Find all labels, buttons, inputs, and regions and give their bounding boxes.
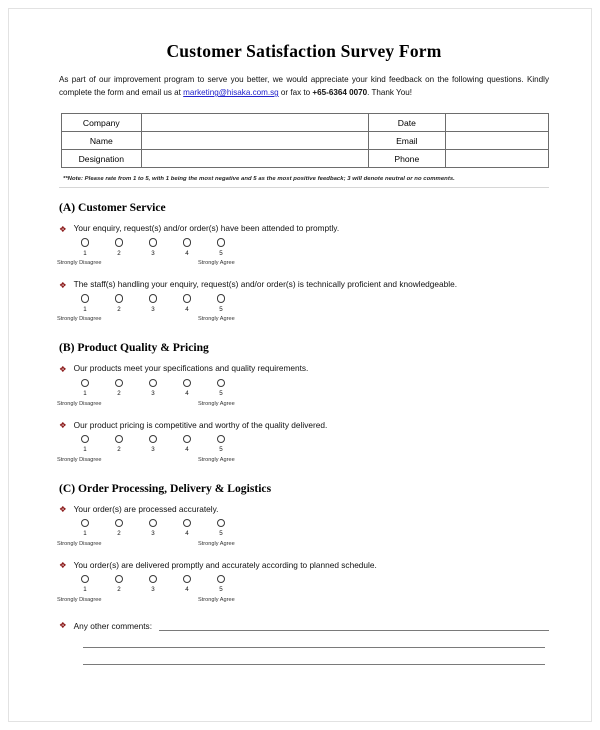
rating-option[interactable] — [140, 294, 166, 313]
survey-question — [59, 560, 549, 609]
contact-fax-number: +65-6364 0070 — [312, 88, 368, 98]
comments-first-row — [59, 620, 549, 631]
info-field-right[interactable] — [445, 114, 548, 132]
rating-option-number: 2 — [117, 586, 121, 594]
contact-email-link[interactable]: marketing@hisaka.com.sg — [183, 88, 279, 98]
survey-question — [59, 363, 549, 412]
rating-option-number: 2 — [117, 390, 121, 398]
rating-option[interactable] — [72, 379, 98, 398]
radio-circle-icon[interactable] — [149, 519, 158, 528]
radio-circle-icon[interactable] — [81, 238, 90, 247]
radio-circle-icon[interactable] — [183, 519, 192, 528]
comment-extra-lines — [59, 647, 549, 665]
info-field-right[interactable] — [445, 150, 548, 168]
section-heading: (B) Product Quality & Pricing — [59, 341, 209, 355]
radio-circle-icon[interactable] — [81, 575, 90, 584]
rating-option-number: 3 — [151, 530, 155, 538]
rating-option-number: 2 — [117, 446, 121, 454]
survey-question — [59, 420, 549, 469]
diamond-bullet-icon: ❖ — [59, 504, 67, 515]
rating-option-number: 1 — [83, 249, 87, 257]
rating-option[interactable] — [208, 575, 234, 594]
comments-label: Any other comments: — [73, 621, 153, 632]
rating-option-number: 3 — [151, 446, 155, 454]
scale-anchor-high: Strongly Agree — [198, 260, 235, 267]
rating-option-number: 2 — [117, 249, 121, 257]
scale-anchor-low: Strongly Disagree — [57, 540, 102, 547]
rating-option[interactable] — [106, 379, 132, 398]
radio-circle-icon[interactable] — [149, 379, 158, 388]
survey-question — [59, 279, 549, 328]
divider — [59, 187, 549, 188]
question-text: The staff(s) handling your enquiry, request(s) and/or order(s) is technically proficient and knowledgeable. — [73, 279, 458, 290]
rating-note: **Note: Please rate from 1 to 5, with 1 being the most negative and 5 as the most positive feedback; 3 will denote neutral or no comments. — [63, 176, 455, 183]
question-row — [59, 279, 549, 290]
diamond-bullet-icon: ❖ — [59, 223, 67, 234]
rating-option[interactable] — [106, 435, 132, 454]
rating-option[interactable] — [72, 238, 98, 257]
radio-circle-icon[interactable] — [149, 575, 158, 584]
rating-option[interactable] — [174, 575, 200, 594]
question-text: Our products meet your specifications and quality requirements. — [73, 363, 309, 374]
comment-line[interactable] — [83, 647, 545, 648]
info-field-left[interactable] — [141, 150, 368, 168]
radio-circle-icon[interactable] — [217, 238, 226, 247]
info-label-left: Company — [62, 114, 142, 132]
rating-option-number: 1 — [83, 586, 87, 594]
section-heading: (C) Order Processing, Delivery & Logistics — [59, 481, 272, 495]
question-row — [59, 504, 549, 515]
radio-circle-icon[interactable] — [183, 435, 192, 444]
question-row — [59, 420, 549, 431]
section-heading: (A) Customer Service — [59, 201, 166, 215]
rating-option-number: 1 — [83, 390, 87, 398]
radio-circle-icon[interactable] — [183, 379, 192, 388]
rating-option[interactable] — [72, 519, 98, 538]
info-field-left[interactable] — [141, 114, 368, 132]
comments-section — [59, 620, 549, 665]
radio-circle-icon[interactable] — [81, 519, 90, 528]
scale-anchor-low: Strongly Disagree — [57, 596, 102, 603]
rating-option[interactable] — [208, 379, 234, 398]
scale-anchor-low: Strongly Disagree — [57, 260, 102, 267]
comment-line[interactable] — [159, 622, 549, 631]
rating-option[interactable] — [174, 519, 200, 538]
rating-option[interactable] — [174, 435, 200, 454]
rating-option-number: 5 — [219, 305, 223, 313]
rating-option[interactable] — [174, 294, 200, 313]
radio-circle-icon[interactable] — [115, 379, 124, 388]
question-text: You order(s) are delivered promptly and accurately according to planned schedule. — [73, 559, 377, 570]
rating-option-number: 2 — [117, 530, 121, 538]
rating-option-number: 4 — [185, 249, 189, 257]
rating-option[interactable] — [72, 575, 98, 594]
survey-question — [59, 223, 549, 272]
table-row — [62, 150, 549, 168]
rating-option-number: 4 — [185, 586, 189, 594]
rating-option[interactable] — [208, 294, 234, 313]
form-page — [8, 8, 592, 722]
survey-question — [59, 504, 549, 553]
radio-circle-icon[interactable] — [149, 294, 158, 303]
rating-option[interactable] — [72, 435, 98, 454]
rating-scale — [57, 519, 285, 553]
scale-anchor-low: Strongly Disagree — [57, 400, 102, 407]
scale-anchor-high: Strongly Agree — [198, 400, 235, 407]
rating-option[interactable] — [106, 294, 132, 313]
rating-option-number: 4 — [185, 530, 189, 538]
question-row — [59, 560, 549, 571]
rating-option-number: 3 — [151, 249, 155, 257]
question-text: Your order(s) are processed accurately. — [73, 503, 219, 514]
scale-anchor-high: Strongly Agree — [198, 596, 235, 603]
rating-option[interactable] — [72, 294, 98, 313]
info-label-right: Email — [368, 132, 445, 150]
radio-circle-icon[interactable] — [183, 238, 192, 247]
intro-text-part1: As part of our improvement program to serve you better, we would appreciate your kind feedback on the following questions. Kindly complete the form and email us at — [59, 75, 549, 98]
question-row — [59, 363, 549, 374]
rating-option-number: 3 — [151, 586, 155, 594]
form-body — [9, 9, 591, 665]
radio-circle-icon[interactable] — [183, 575, 192, 584]
rating-option-number: 3 — [151, 390, 155, 398]
rating-option-number: 1 — [83, 446, 87, 454]
rating-option[interactable] — [106, 238, 132, 257]
rating-option-number: 4 — [185, 446, 189, 454]
rating-option[interactable] — [140, 238, 166, 257]
page-title: Customer Satisfaction Survey Form — [166, 41, 442, 61]
rating-option[interactable] — [208, 519, 234, 538]
radio-circle-icon[interactable] — [183, 294, 192, 303]
scale-anchor-low: Strongly Disagree — [57, 316, 102, 323]
radio-circle-icon[interactable] — [81, 435, 90, 444]
table-row — [62, 114, 549, 132]
radio-circle-icon[interactable] — [217, 435, 226, 444]
radio-circle-icon[interactable] — [217, 575, 226, 584]
rating-option-number: 1 — [83, 305, 87, 313]
table-row — [62, 132, 549, 150]
scale-anchor-high: Strongly Agree — [198, 456, 235, 463]
rating-option-number: 4 — [185, 305, 189, 313]
rating-scale — [57, 294, 285, 328]
scale-anchor-high: Strongly Agree — [198, 316, 235, 323]
diamond-bullet-icon: ❖ — [59, 279, 67, 290]
rating-option[interactable] — [208, 435, 234, 454]
rating-option-number: 2 — [117, 305, 121, 313]
diamond-bullet-icon: ❖ — [59, 560, 67, 571]
respondent-info-table — [61, 113, 549, 168]
rating-option-number: 5 — [219, 390, 223, 398]
radio-circle-icon[interactable] — [115, 575, 124, 584]
rating-scale — [57, 379, 285, 413]
radio-circle-icon[interactable] — [115, 294, 124, 303]
rating-option-number: 5 — [219, 249, 223, 257]
info-label-left: Name — [62, 132, 142, 150]
rating-option[interactable] — [140, 519, 166, 538]
radio-circle-icon[interactable] — [217, 519, 226, 528]
info-field-right[interactable] — [445, 132, 548, 150]
info-label-right: Date — [368, 114, 445, 132]
intro-text-part2: or fax to — [278, 88, 313, 98]
radio-circle-icon[interactable] — [217, 379, 226, 388]
intro-paragraph — [59, 73, 549, 99]
question-text: Your enquiry, request(s) and/or order(s) have been attended to promptly. — [73, 223, 340, 234]
rating-scale — [57, 435, 285, 469]
survey-section — [59, 201, 549, 328]
rating-scale — [57, 238, 285, 272]
diamond-bullet-icon: ❖ — [59, 620, 67, 631]
radio-circle-icon[interactable] — [217, 294, 226, 303]
rating-option[interactable] — [174, 238, 200, 257]
scale-anchor-high: Strongly Agree — [198, 540, 235, 547]
scale-anchor-low: Strongly Disagree — [57, 456, 102, 463]
radio-circle-icon[interactable] — [115, 519, 124, 528]
rating-option-number: 3 — [151, 305, 155, 313]
rating-option[interactable] — [106, 519, 132, 538]
info-table-body — [62, 114, 549, 168]
diamond-bullet-icon: ❖ — [59, 420, 67, 431]
rating-option[interactable] — [140, 575, 166, 594]
survey-section — [59, 482, 549, 609]
rating-option[interactable] — [140, 435, 166, 454]
survey-sections — [59, 201, 549, 609]
rating-scale — [57, 575, 285, 609]
radio-circle-icon[interactable] — [81, 379, 90, 388]
intro-text-part3: . Thank You! — [367, 88, 412, 98]
info-label-right: Phone — [368, 150, 445, 168]
rating-option[interactable] — [140, 379, 166, 398]
question-text: Our product pricing is competitive and worthy of the quality delivered. — [73, 419, 328, 430]
rating-option-number: 5 — [219, 586, 223, 594]
info-label-left: Designation — [62, 150, 142, 168]
rating-option-number: 1 — [83, 530, 87, 538]
survey-section — [59, 341, 549, 468]
radio-circle-icon[interactable] — [81, 294, 90, 303]
radio-circle-icon[interactable] — [115, 435, 124, 444]
radio-circle-icon[interactable] — [115, 238, 124, 247]
radio-circle-icon[interactable] — [149, 238, 158, 247]
comment-line[interactable] — [83, 664, 545, 665]
rating-option-number: 5 — [219, 446, 223, 454]
diamond-bullet-icon: ❖ — [59, 363, 67, 374]
rating-option[interactable] — [106, 575, 132, 594]
question-row — [59, 223, 549, 234]
rating-option[interactable] — [208, 238, 234, 257]
rating-option[interactable] — [174, 379, 200, 398]
rating-option-number: 5 — [219, 530, 223, 538]
radio-circle-icon[interactable] — [149, 435, 158, 444]
info-field-left[interactable] — [141, 132, 368, 150]
rating-option-number: 4 — [185, 390, 189, 398]
